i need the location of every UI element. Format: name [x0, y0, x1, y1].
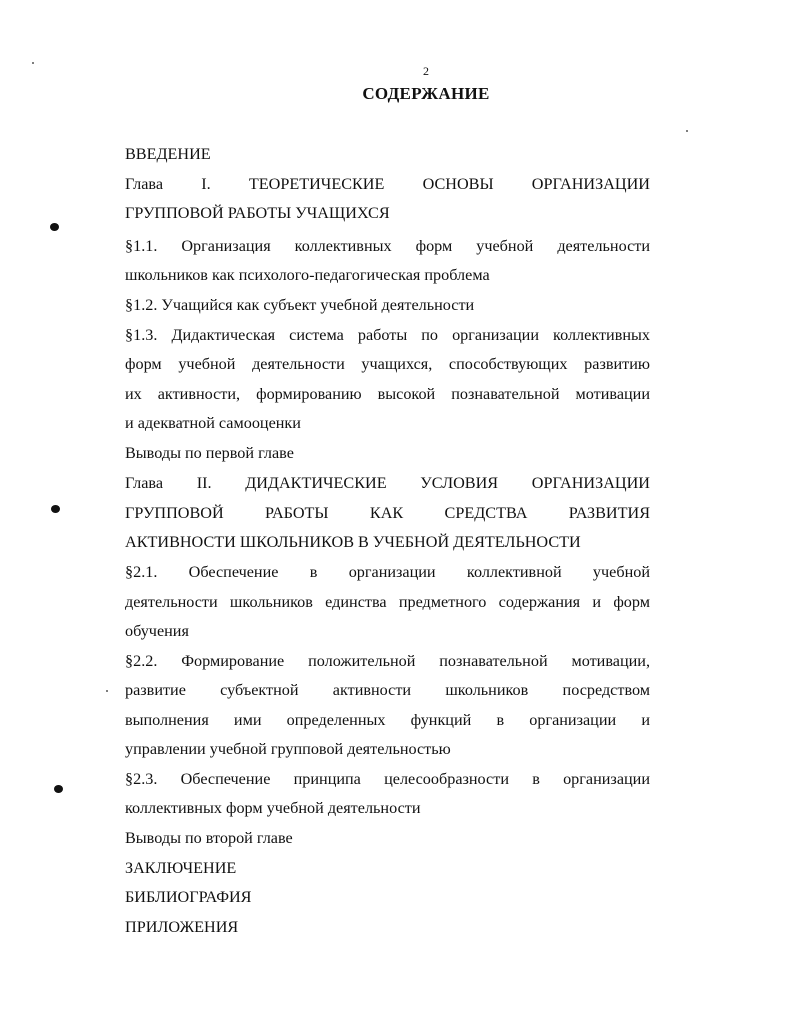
toc-entry-text: §1.1. Организация коллективных форм учебной деятельности [125, 237, 650, 255]
page-number: 2 [423, 64, 429, 78]
toc-entry-text: форм учебной деятельности учащихся, способствующих развитию [125, 355, 650, 373]
toc-entry-text: выполнения ими определенных функций в организации и [125, 711, 650, 729]
binder-hole-mark [51, 505, 60, 513]
toc-entry-text: коллективных форм учебной деятельности [125, 799, 421, 817]
toc-entry-text: управлении учебной групповой деятельностью [125, 740, 451, 758]
scan-speck [686, 130, 688, 132]
toc-entry-text: Глава II. ДИДАКТИЧЕСКИЕ УСЛОВИЯ ОРГАНИЗАЦИИ [125, 474, 650, 492]
toc-entry-text: деятельности школьников единства предметного содержания и форм [125, 593, 650, 611]
page-title: СОДЕРЖАНИЕ [362, 84, 490, 103]
toc-entry-text: §2.2. Формирование положительной познавательной мотивации, [125, 652, 650, 670]
toc-entry-text: §2.1. Обеспечение в организации коллективной учебной [125, 563, 650, 581]
scan-speck [32, 62, 34, 64]
scan-speck [106, 690, 108, 692]
toc-entry-text: и адекватной самооценки [125, 414, 301, 432]
toc-entry-text: БИБЛИОГРАФИЯ [125, 888, 252, 906]
toc-entry-text: §1.3. Дидактическая система работы по организации коллективных [125, 326, 650, 344]
binder-hole-mark [50, 223, 59, 231]
toc-entry-text: §1.2. Учащийся как субъект учебной деятельности [125, 296, 475, 314]
toc-entry-text: АКТИВНОСТИ ШКОЛЬНИКОВ В УЧЕБНОЙ ДЕЯТЕЛЬНОСТИ [125, 533, 581, 551]
toc-entry-text: школьников как психолого-педагогическая проблема [125, 266, 490, 284]
toc-entry-text: ВВЕДЕНИЕ [125, 145, 211, 163]
toc-entry-text: Выводы по второй главе [125, 829, 293, 847]
toc-entry-text: §2.3. Обеспечение принципа целесообразности в организации [125, 770, 650, 788]
toc-entry-text: Глава I. ТЕОРЕТИЧЕСКИЕ ОСНОВЫ ОРГАНИЗАЦИИ [125, 175, 650, 193]
toc-entry-text: обучения [125, 622, 189, 640]
toc-entry-text: ПРИЛОЖЕНИЯ [125, 918, 239, 936]
toc-entry-text: Выводы по первой главе [125, 444, 294, 462]
toc-entry-text: развитие субъектной активности школьников посредством [125, 681, 650, 699]
binder-hole-mark [54, 785, 63, 793]
toc-entry-text: ГРУППОВОЙ РАБОТЫ КАК СРЕДСТВА РАЗВИТИЯ [125, 504, 650, 522]
toc-entry-text: ЗАКЛЮЧЕНИЕ [125, 859, 237, 877]
toc-entry-text: ГРУППОВОЙ РАБОТЫ УЧАЩИХСЯ [125, 204, 390, 222]
toc-entry-text: их активности, формированию высокой познавательной мотивации [125, 385, 650, 403]
